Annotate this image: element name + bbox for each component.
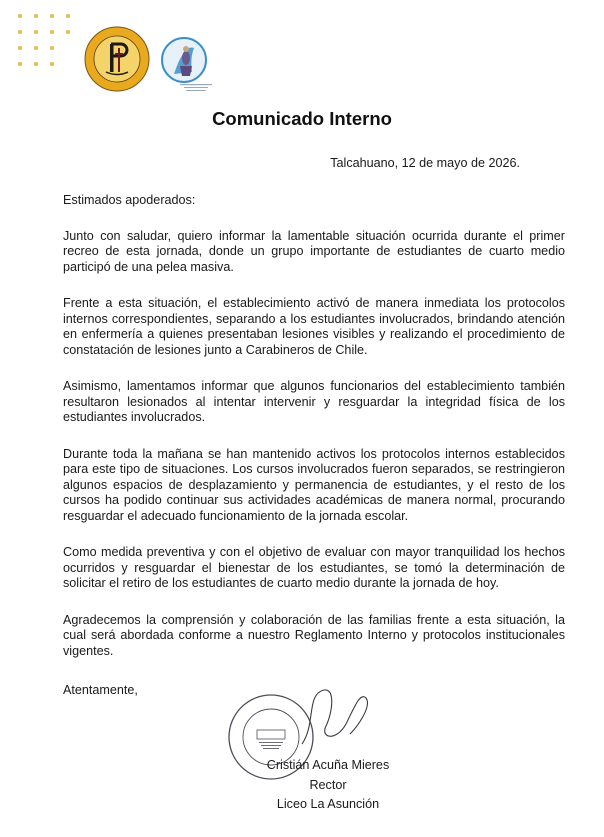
document-date: Talcahuano, 12 de mayo de 2026. (330, 156, 520, 170)
letter-body (63, 193, 565, 680)
signer-name: Cristián Acuña Mieres (266, 758, 390, 772)
signer-institution: Liceo La Asunción (276, 797, 380, 811)
paragraph: Junto con saludar, quiero informar la lamentable situación ocurrida durante el primer recreo de esta jornada, donde un grupo importante de estudiantes de cuarto medio participó de una pelea masiva. (63, 228, 565, 274)
page-title: Comunicado Interno (212, 108, 392, 129)
signer-role: Rector (309, 778, 347, 792)
paragraph: Asimismo, lamentamos informar que algunos funcionarios del establecimiento también resultaron lesionados al intentar intervenir y resguardar la integridad física de los estudiantes involucrados. (63, 379, 565, 424)
school-crest-logo (84, 26, 150, 92)
religious-congregation-logo (160, 36, 216, 94)
paragraph: Agradecemos la comprensión y colaboración de las familias frente a esta situación, la cual será abordada conforme a nuestro Reglamento Interno y protocolos institucionales vigentes. (63, 612, 565, 658)
paragraph: Durante toda la mañana se han mantenido activos los protocolos internos establecidos para este tipo de situaciones. Los cursos involucrados fueron separados, se restringieron algunos espacios de desplazamiento y permanencia de estudiantes, y el resto de los cursos ha podido continuar sus actividades académicas de manera normal, procurando resguardar el adecuado funcionamiento de la jornada escolar. (63, 446, 565, 523)
paragraph: Frente a esta situación, el establecimiento activó de manera inmediata los protocolos internos correspondientes, separando a los estudiantes involucrados, brindando atención en enfermería a quienes presentaban lesiones visibles y realizando el procedimiento de constatación de lesiones junto a Carabineros de Chile. (63, 296, 565, 357)
paragraph: Como medida preventiva y con el objetivo de evaluar con mayor tranquilidad los hechos ocurridos y resguardar el bienestar de los estudiantes, se tomó la determinación de solicitar el retiro de los estudiantes de cuarto medio durante la jornada de hoy. (63, 545, 565, 590)
closing: Atentamente, (63, 683, 138, 697)
greeting: Estimados apoderados: (63, 193, 196, 207)
handwritten-signature (296, 684, 374, 752)
